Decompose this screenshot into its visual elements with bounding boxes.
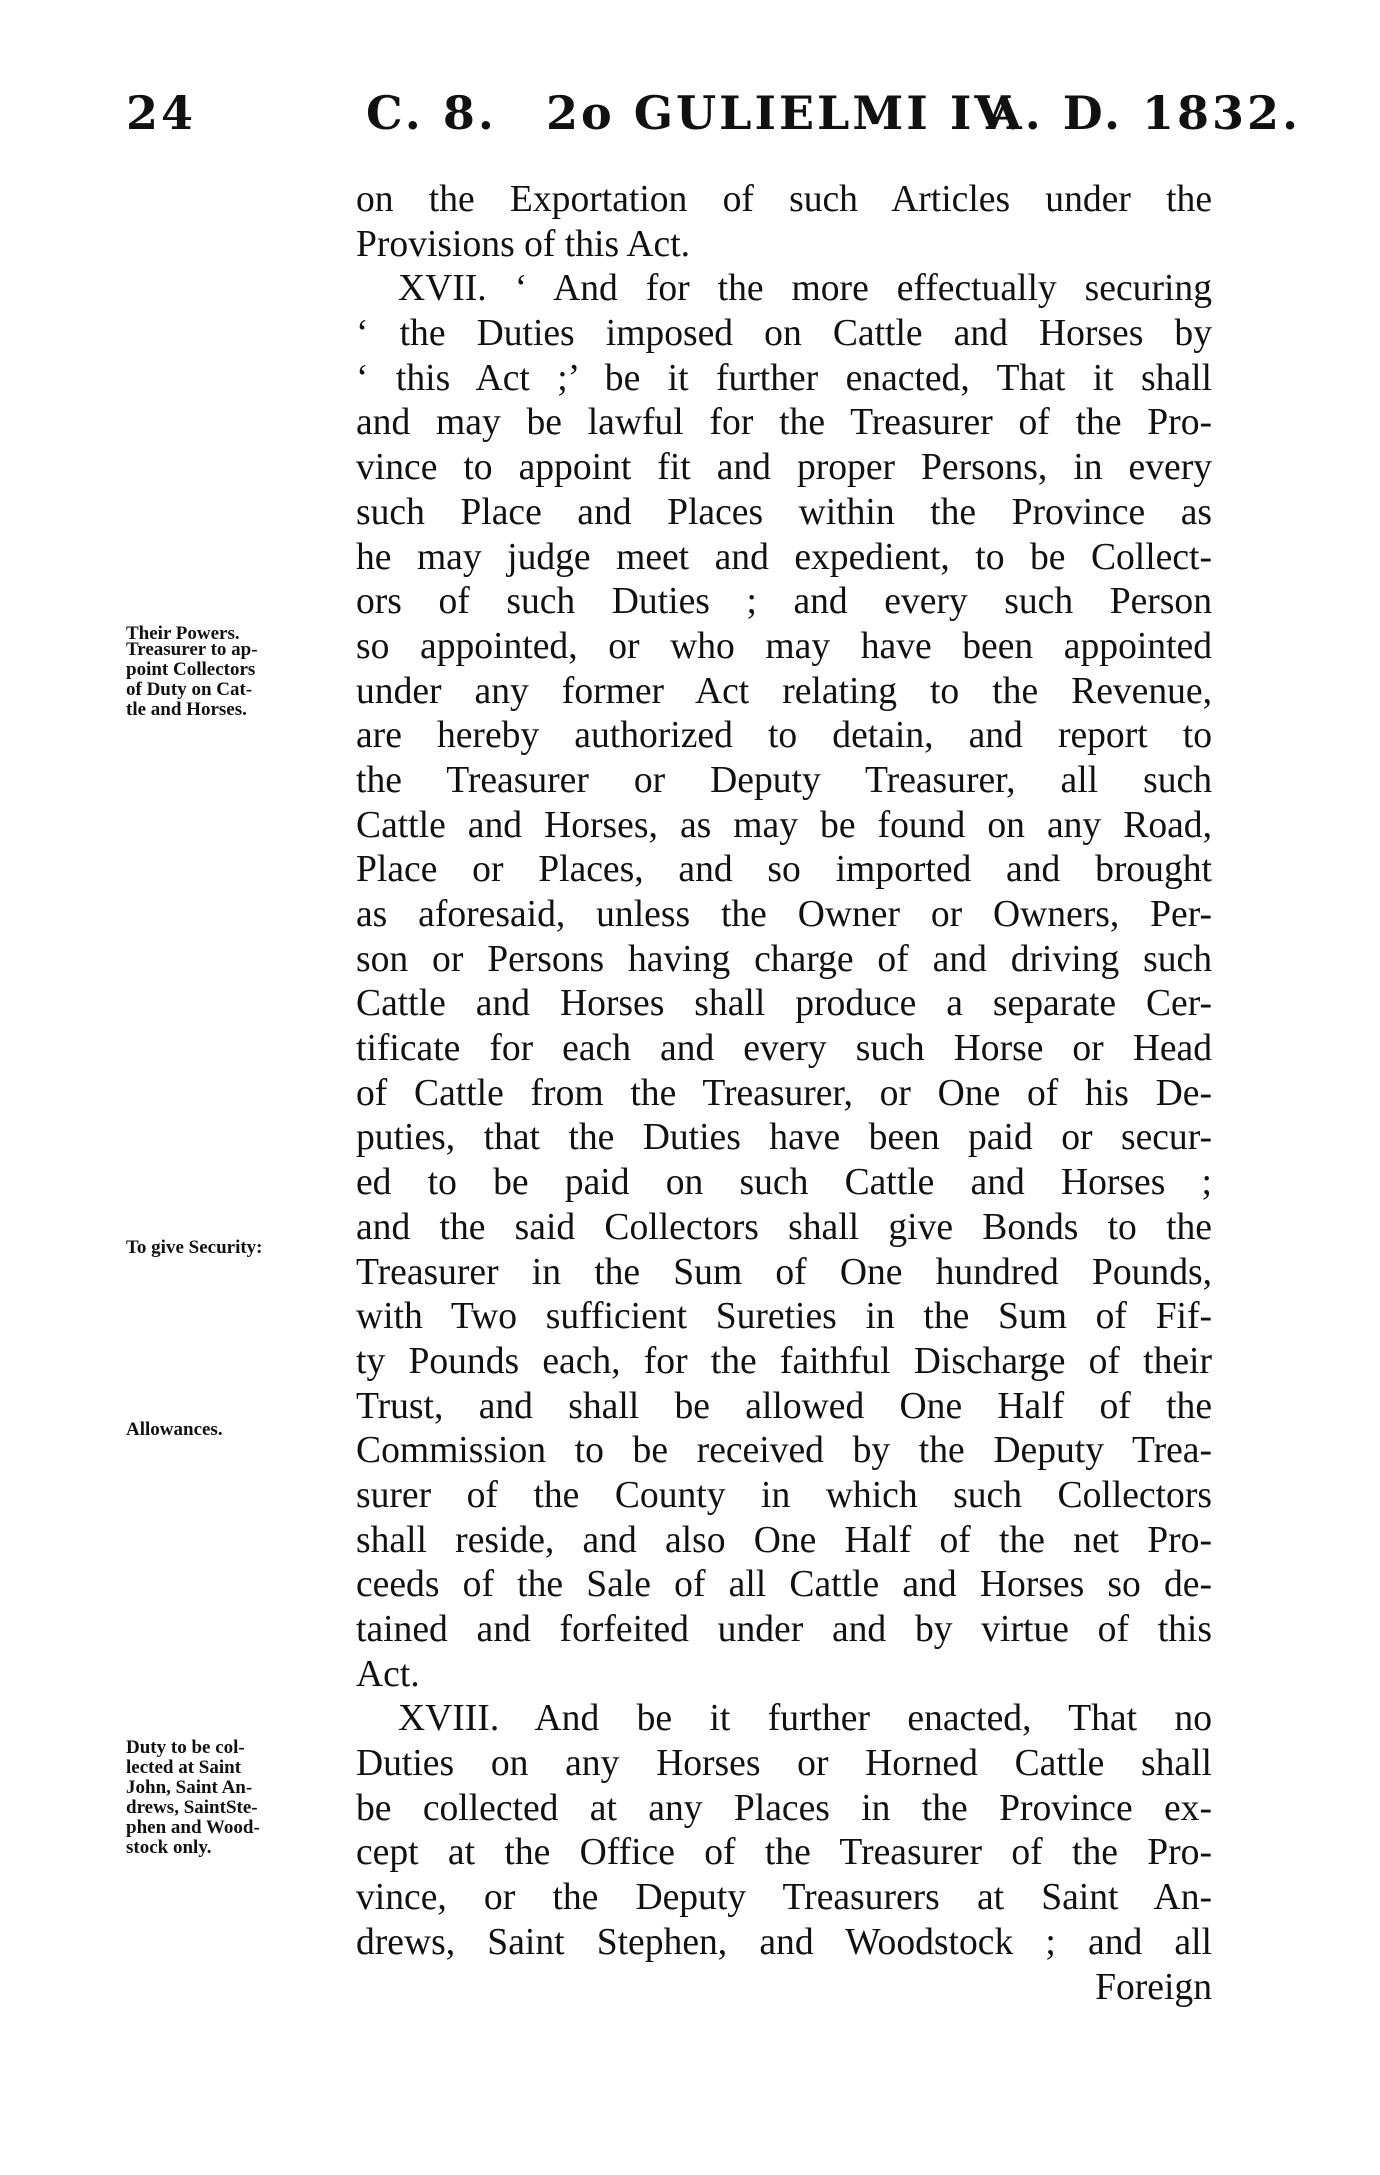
section-xvii-heading: XVII. ‘ And for the more effectually securing	[398, 268, 1212, 310]
text-line: Treasurer in the Sum of One hundred Pounds,	[356, 1251, 1212, 1293]
margin-note-line: Their Powers.	[126, 623, 240, 644]
page-number: 24	[126, 86, 197, 140]
text-line: and may be lawful for the Treasurer of the Pro-	[356, 402, 1212, 444]
text-line: drews, Saint Stephen, and Woodstock ; and all	[356, 1921, 1212, 1963]
text-line: and the said Collectors shall give Bonds to the	[356, 1206, 1212, 1248]
margin-note-line: Duty to be col-	[126, 1737, 245, 1758]
regnal-year: 2o GULIELMI IV.	[546, 86, 1025, 140]
text-line: surer of the County in which such Collectors	[356, 1474, 1212, 1516]
text-line: Commission to be received by the Deputy Trea-	[356, 1430, 1212, 1472]
catchword: Foreign	[1095, 1966, 1212, 2008]
text-line: as aforesaid, unless the Owner or Owners, Per-	[356, 894, 1212, 935]
text-line: ors of such Duties ; and every such Person	[356, 581, 1212, 623]
text-line: on the Exportation of such Articles under the	[356, 179, 1212, 220]
text-line: Duties on any Horses or Horned Cattle shall	[356, 1743, 1212, 1785]
margin-note-line: tle and Horses.	[126, 699, 247, 720]
text-line: with Two sufficient Sureties in the Sum of Fif-	[356, 1296, 1212, 1338]
text-line: shall reside, and also One Half of the net Pro-	[356, 1519, 1212, 1561]
text-line: ed to be paid on such Cattle and Horses ;	[356, 1162, 1212, 1204]
margin-note-line: point Collectors	[126, 659, 256, 680]
text-line: the Treasurer or Deputy Treasurer, all such	[356, 759, 1212, 801]
text-line: ceeds of the Sale of all Cattle and Horses so de-	[356, 1564, 1212, 1606]
text-line: ‘ this Act ;’ be it further enacted, That it shall	[356, 357, 1212, 399]
text-line: be collected at any Places in the Province ex-	[356, 1787, 1212, 1829]
anno-domini: A. D. 1832.	[986, 86, 1302, 140]
text-line: Act.	[356, 1653, 420, 1695]
text-line: ty Pounds each, for the faithful Discharge of their	[356, 1340, 1212, 1382]
text-line: tained and forfeited under and by virtue of this	[356, 1609, 1212, 1650]
margin-note-treasurer	[126, 640, 336, 720]
running-header	[126, 86, 1302, 146]
statute-text	[356, 178, 1212, 2010]
text-line: he may judge meet and expedient, to be Collect-	[356, 536, 1212, 578]
margin-note-line: To give Security:	[126, 1237, 263, 1258]
margin-note-duty-collected	[126, 1738, 336, 1858]
text-line: so appointed, or who may have been appointed	[356, 625, 1212, 667]
margin-note-line: John, Saint An-	[126, 1777, 253, 1798]
text-line: tificate for each and every such Horse or Head	[356, 1028, 1212, 1070]
margin-note-line: stock only.	[126, 1837, 212, 1858]
text-line: of Cattle from the Treasurer, or One of his De-	[356, 1072, 1212, 1114]
text-line: ‘ the Duties imposed on Cattle and Horses by	[356, 313, 1212, 355]
text-line: under any former Act relating to the Revenue,	[356, 670, 1212, 712]
text-line: are hereby authorized to detain, and report to	[356, 715, 1212, 757]
margin-note-line: Treasurer to ap-	[126, 639, 258, 660]
text-line: son or Persons having charge of and driving such	[356, 938, 1212, 980]
text-line: cept at the Office of the Treasurer of the Pro-	[356, 1832, 1212, 1874]
text-line: Trust, and shall be allowed One Half of the	[356, 1385, 1212, 1427]
text-line: Cattle and Horses shall produce a separate Cer-	[356, 983, 1212, 1025]
margin-note-line: Allowances.	[126, 1419, 223, 1440]
text-line: such Place and Places within the Province as	[356, 491, 1212, 533]
text-line: Cattle and Horses, as may be found on any Road,	[356, 804, 1212, 846]
text-line: vince to appoint fit and proper Persons, in every	[356, 447, 1212, 489]
margin-note-security	[126, 1238, 336, 1258]
text-line: vince, or the Deputy Treasurers at Saint An-	[356, 1877, 1212, 1919]
section-xviii-heading: XVIII. And be it further enacted, That no	[398, 1698, 1212, 1740]
text-line: Provisions of this Act.	[356, 223, 691, 265]
margin-note-line: of Duty on Cat-	[126, 679, 253, 700]
margin-note-allowances	[126, 1420, 336, 1440]
margin-note-line: lected at Saint	[126, 1757, 242, 1778]
text-line: Place or Places, and so imported and brought	[356, 849, 1212, 891]
margin-note-line: phen and Wood-	[126, 1817, 260, 1838]
text-line: puties, that the Duties have been paid or secur-	[356, 1117, 1212, 1159]
margin-note-line: drews, SaintSte-	[126, 1797, 258, 1818]
chapter-number: C. 8.	[366, 86, 497, 140]
